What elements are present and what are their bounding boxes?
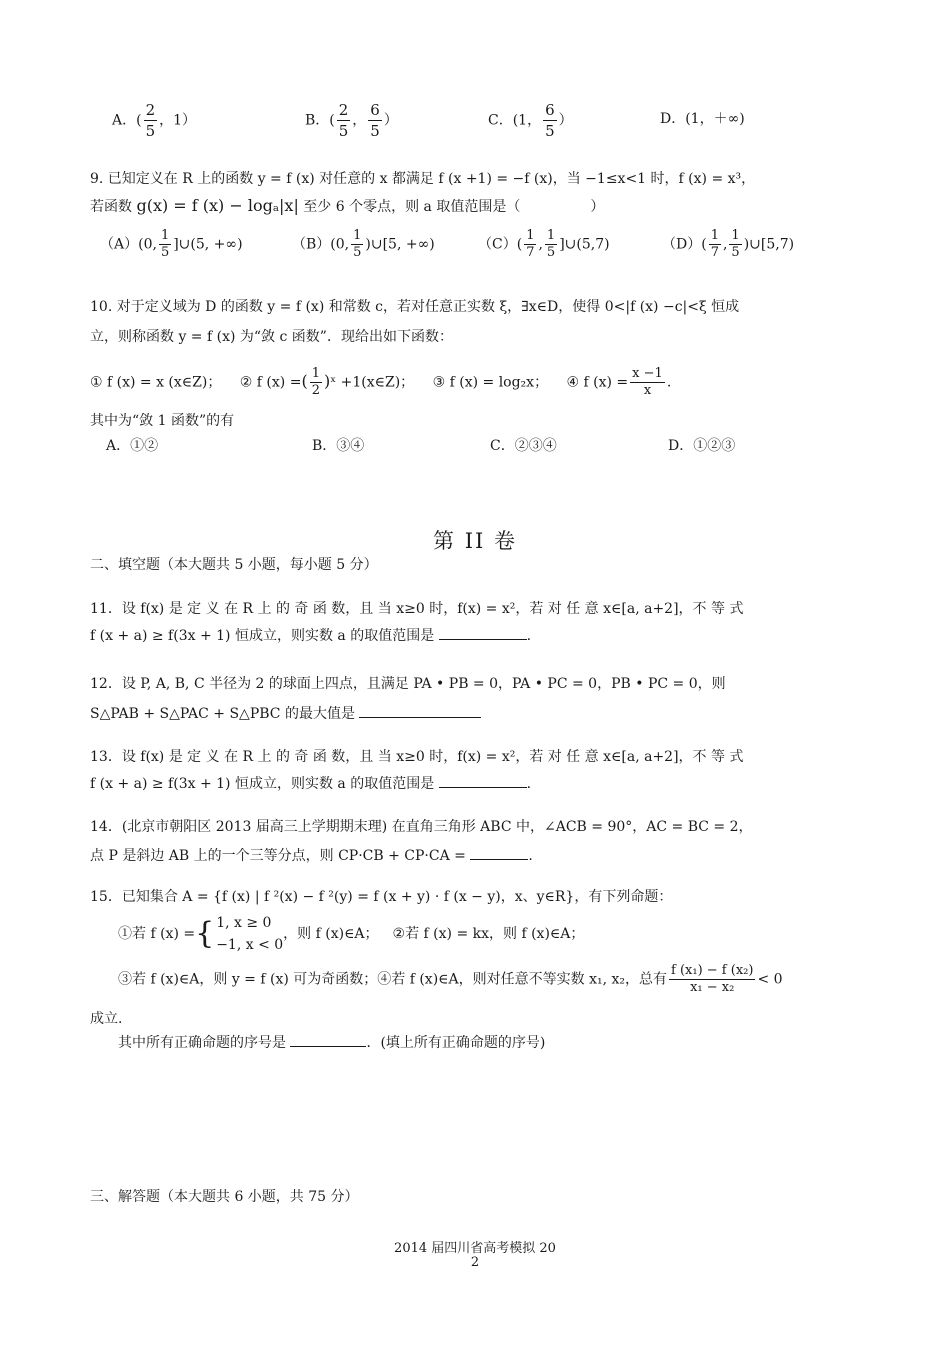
q9-d-fraction-1 (709, 228, 721, 261)
q9-c-mid: , (538, 236, 543, 253)
q15-last-pre: 其中所有正确命题的序号是 (118, 1035, 286, 1051)
q9-b-pre: （B）(0, (292, 236, 350, 253)
q8-c-pre: C．(1， (488, 112, 542, 129)
q8-c-den: 5 (545, 122, 555, 140)
q9-c-pre: （C）( (478, 236, 523, 253)
q9-a-post: ]∪(5, +∞) (173, 236, 243, 253)
q10-f4-den: x (643, 383, 652, 398)
q13-line2-text: f (x + a) ≥ f(3x + 1) 恒成立，则实数 a 的取值范围是 (90, 776, 435, 792)
q10-f2-post: ˣ +1(x∈Z)； (330, 374, 415, 391)
q10-line-4: 其中为“敛 1 函数”的有 (90, 413, 235, 429)
q8-a-pre: A．( (112, 112, 142, 129)
q15-p4-post: < 0 (757, 971, 783, 988)
q8-a-fraction (144, 100, 158, 141)
q14-answer-blank[interactable] (470, 845, 528, 860)
q9-c-den1: 7 (526, 245, 535, 260)
q14-line-2 (90, 845, 533, 865)
q10-f4-num: x −1 (632, 366, 663, 381)
q8-c-num: 6 (545, 101, 555, 119)
q11-answer-blank[interactable] (439, 625, 527, 640)
q15-p1-post: ，则 f (x)∈A； (283, 926, 379, 942)
q15-last-post: ．(填上所有正确命题的序号) (366, 1035, 546, 1051)
q9-b-fraction (351, 228, 363, 261)
q8-option-a (112, 100, 196, 141)
q9-d-pre: （D）( (662, 236, 707, 253)
q10-f2-num: 1 (311, 366, 320, 381)
q10-f2-paren-open: ( (301, 371, 308, 391)
q8-b-post: ） (383, 112, 398, 129)
q9-line2-close: ） (590, 199, 605, 215)
q14-line2-text: 点 P 是斜边 AB 上的一个三等分点，则 CP·CB + CP·CA = (90, 848, 466, 864)
q9-c-post: ]∪(5,7) (559, 236, 610, 253)
page-number: 2 (470, 1255, 480, 1270)
q14-line2-end: . (528, 848, 533, 864)
q9-option-c (478, 228, 610, 261)
q9-c-fraction-2 (545, 228, 557, 261)
q10-line-1: 10. 对于定义域为 D 的函数 y = f (x) 和常数 c，若对任意正实数 ξ，∃x∈D，使得 0<|f (x) −c|<ξ 恒成 (90, 299, 740, 315)
q9-d-post: )∪[5,7) (743, 236, 795, 253)
q10-f4-fraction (630, 366, 665, 399)
q9-line2-pre: 若函数 (90, 199, 132, 215)
q10-option-d: D．①②③ (668, 438, 736, 454)
q8-c-fraction (543, 100, 557, 141)
q15-p4-den: x₁ − x₂ (690, 980, 735, 995)
q8-b-den2: 5 (370, 122, 380, 140)
q15-p2: ②若 f (x) = kx，则 f (x)∈A； (392, 926, 585, 942)
q9-line2-post: 至少 6 个零点，则 a 取值范围是（ (303, 199, 521, 215)
q9-b-num: 1 (353, 228, 362, 243)
part-two-title: 第 II 卷 (433, 529, 517, 553)
q10-option-b: B．③④ (312, 438, 365, 454)
q9-d-num1: 1 (710, 228, 719, 243)
q10-f3: ③ f (x) = log₂x； (432, 374, 549, 391)
q9-b-post: )∪[5, +∞) (365, 236, 435, 253)
q13-line-2 (90, 773, 531, 793)
q10-f2-fraction (310, 366, 322, 399)
q9-d-mid: , (722, 236, 728, 253)
footer-title: 2014 届四川省高考模拟 20 (394, 1241, 556, 1256)
q15-case-1: 1, x ≥ 0 (216, 915, 272, 931)
q13-answer-blank[interactable] (439, 773, 527, 788)
q15-cases (216, 912, 283, 956)
q10-line-2: 立，则称函数 y = f (x) 为“敛 c 函数”．现给出如下函数： (90, 329, 453, 345)
q9-a-den: 5 (160, 245, 170, 260)
q9-c-den2: 5 (546, 245, 556, 260)
q15-last-line (118, 1032, 545, 1052)
section-three-heading: 三、解答题（本大题共 6 小题，共 75 分） (90, 1189, 359, 1205)
q15-p4-fraction (669, 963, 755, 996)
q11-line2-text: f (x + a) ≥ f(3x + 1) 恒成立，则实数 a 的取值范围是 (90, 628, 435, 644)
q8-b-fraction-2 (368, 100, 382, 141)
q10-f2-paren-close: ) (323, 371, 331, 391)
q15-p3-text: ③若 f (x)∈A，则 y = f (x) 可为奇函数；④若 f (x)∈A，则对任意不等实数 x₁, x₂，总有 (118, 971, 668, 988)
q11-line-2 (90, 625, 531, 645)
q15-answer-blank[interactable] (290, 1032, 366, 1047)
q9-d-den1: 7 (710, 245, 719, 260)
q10-option-c: C．②③④ (490, 438, 557, 454)
q9-c-num1: 1 (526, 228, 535, 243)
section-two-heading: 二、填空题（本大题共 5 小题，每小题 5 分） (90, 557, 378, 573)
q9-d-den2: 5 (731, 245, 740, 260)
q9-b-den: 5 (353, 245, 362, 260)
q11-line2-end: . (526, 628, 532, 644)
q10-functions-line (90, 366, 671, 399)
q8-b-num1: 2 (338, 101, 349, 119)
q9-line-2 (90, 197, 604, 216)
q10-f1: ① f (x) = x (x∈Z)； (90, 374, 222, 391)
q11-line-1: 11．设 f(x) 是 定 义 在 R 上 的 奇 函 数，且 当 x≥0 时，f(x) = x²，若 对 任 意 x∈[a, a+2]，不 等 式 (90, 601, 744, 617)
q12-line-1: 12．设 P, A, B, C 半径为 2 的球面上四点，且满足 PA • PB = 0，PA • PC = 0，PB • PC = 0，则 (90, 676, 726, 692)
q10-f4-post: . (666, 374, 672, 391)
q9-option-a (100, 228, 243, 261)
q9-answer-space (520, 197, 590, 211)
q9-option-d (662, 228, 794, 261)
q15-line-end: 成立. (90, 1011, 123, 1027)
q8-a-den: 5 (145, 122, 156, 140)
q8-b-pre: B．( (305, 112, 335, 129)
q8-b-fraction-1 (337, 100, 351, 141)
q9-c-num2: 1 (546, 228, 556, 243)
q8-option-d: D．(1，＋∞) (660, 111, 745, 127)
q10-f2-pre: ② f (x) = (239, 374, 302, 391)
q15-line-1: 15．已知集合 A = {f (x) | f ²(x) − f ²(y) = f (x + y) · f (x − y)，x、y∈R}，有下列命题： (90, 889, 673, 905)
q9-option-b (292, 228, 435, 261)
q15-p4-num: f (x₁) − f (x₂) (671, 963, 754, 978)
q14-line-1: 14．(北京市朝阳区 2013 届高三上学期期末理) 在直角三角形 ABC 中，∠ACB = 90°，AC = BC = 2， (90, 819, 753, 835)
q8-option-c (488, 100, 573, 141)
q8-b-num2: 6 (370, 101, 380, 119)
q8-a-post: ，1） (159, 112, 197, 129)
q8-b-den1: 5 (338, 122, 349, 140)
q8-a-num: 2 (145, 101, 156, 119)
q8-b-mid: ， (352, 112, 367, 129)
q9-c-fraction-1 (524, 228, 536, 261)
q15-propositions-3-4 (118, 963, 783, 996)
q9-a-num: 1 (160, 228, 170, 243)
q15-case-2: −1, x < 0 (216, 937, 284, 953)
q8-c-post: ） (558, 112, 573, 129)
q9-g-formula: g(x) = f (x) − logₐ|x| (136, 196, 299, 215)
q10-f4-pre: ④ f (x) = (566, 374, 629, 391)
q9-line-1: 9. 已知定义在 R 上的函数 y = f (x) 对任意的 x 都满足 f (x +1) = −f (x)，当 −1≤x<1 时，f (x) = x³， (90, 171, 756, 187)
q13-line2-end: . (526, 776, 532, 792)
q12-answer-blank[interactable] (359, 703, 481, 718)
q10-f2-den: 2 (311, 383, 320, 398)
q12-line-2 (90, 703, 481, 723)
q12-line2-text: S△PAB + S△PAC + S△PBC 的最大值是 (90, 706, 355, 722)
q9-a-pre: （A）(0, (100, 236, 157, 253)
q8-option-b (305, 100, 398, 141)
q9-d-num2: 1 (731, 228, 740, 243)
q9-d-fraction-2 (729, 228, 741, 261)
q15-propositions-1-2 (118, 912, 584, 956)
q9-a-fraction (159, 228, 171, 261)
q15-p1-pre: ①若 f (x) = (118, 926, 196, 942)
q13-line-1: 13．设 f(x) 是 定 义 在 R 上 的 奇 函 数，且 当 x≥0 时，f(x) = x²，若 对 任 意 x∈[a, a+2]，不 等 式 (90, 749, 744, 765)
q10-option-a: A．①② (106, 438, 159, 454)
q15-brace: { (195, 916, 215, 951)
